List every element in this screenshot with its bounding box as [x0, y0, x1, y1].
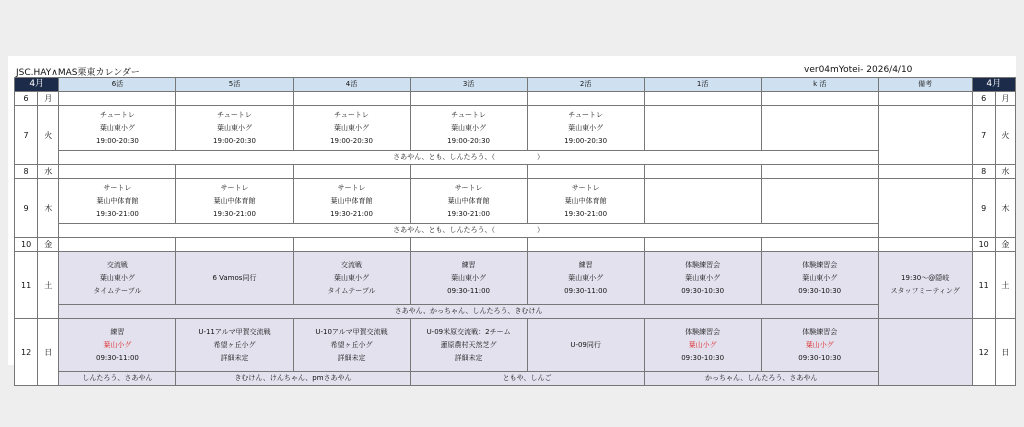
- event-line: タイムテーブル: [93, 286, 142, 295]
- month-label: 4月: [15, 78, 59, 92]
- staff-cell: きむけん、けんちゃん、pmさあやん: [176, 372, 410, 386]
- empty-cell: [644, 92, 761, 106]
- day-row: [15, 319, 1016, 372]
- event-cell: [761, 252, 878, 305]
- event-line: U-11アルマ甲賀交流戦: [198, 327, 271, 336]
- empty-cell: [293, 92, 410, 106]
- empty-cell: [761, 238, 878, 252]
- event-cell: [176, 179, 293, 224]
- event-line: 希望ヶ丘小グ: [213, 340, 256, 349]
- day-number-right: 12: [972, 319, 995, 386]
- event-cell: [878, 252, 972, 319]
- event-line: 葉山東小グ: [99, 273, 135, 282]
- event-cell: [761, 319, 878, 372]
- col-header: 備考: [878, 78, 972, 92]
- weekday: 火: [38, 106, 59, 165]
- empty-cell: [761, 165, 878, 179]
- weekday: 木: [38, 179, 59, 238]
- day-number-right: 9: [972, 179, 995, 238]
- empty-cell: [878, 238, 972, 252]
- event-cell: [293, 252, 410, 305]
- event-cell: [59, 319, 176, 372]
- event-line: 19:00-20:30: [213, 136, 256, 145]
- weekday: 土: [38, 252, 59, 319]
- calendar-table: [14, 77, 1016, 386]
- col-header: 1活: [644, 78, 761, 92]
- col-header: k 活: [761, 78, 878, 92]
- event-line: 葉山小グ: [805, 340, 834, 349]
- staff-cell: さあやん、かっちゃん、しんたろう、きむけん: [59, 305, 878, 319]
- event-line: 葉山中体育館: [213, 196, 256, 205]
- event-line: 体験練習会: [685, 327, 721, 336]
- event-line: 体験練習会: [802, 260, 838, 269]
- event-line: 葉山中体育館: [447, 196, 490, 205]
- event-line: 葉山東小グ: [568, 273, 604, 282]
- event-cell: [644, 319, 761, 372]
- event-line: 練習: [578, 260, 593, 269]
- event-line: 交流戦: [341, 260, 363, 269]
- day-number: 6: [15, 92, 38, 106]
- staff-row: [15, 224, 1016, 238]
- event-line: 葉山東小グ: [334, 123, 370, 132]
- event-line: 葉山中体育館: [564, 196, 607, 205]
- event-line: 6 Vamos同行: [212, 273, 257, 282]
- day-number-right: 6: [972, 92, 995, 106]
- event-cell: [176, 106, 293, 151]
- event-line: 葉山東小グ: [802, 273, 838, 282]
- event-line: 葉山東小グ: [685, 273, 721, 282]
- col-header: 3活: [410, 78, 527, 92]
- event-line: 19:00-20:30: [564, 136, 608, 145]
- empty-cell: [59, 165, 176, 179]
- event-line: 葉山東小グ: [334, 273, 370, 282]
- day-number: 10: [15, 238, 38, 252]
- empty-cell: [878, 92, 972, 106]
- event-cell: [176, 252, 293, 305]
- event-line: 葉山小グ: [103, 340, 132, 349]
- event-cell: [527, 179, 644, 224]
- event-line: 葉山中体育館: [96, 196, 139, 205]
- event-line: サートレ: [103, 183, 132, 192]
- day-row: [15, 179, 1016, 224]
- day-row: [15, 252, 1016, 305]
- event-line: サートレ: [220, 183, 249, 192]
- event-line: 体験練習会: [685, 260, 721, 269]
- weekday-right: 土: [995, 252, 1015, 319]
- event-cell: [59, 179, 176, 224]
- event-line: 葉山東小グ: [451, 123, 487, 132]
- event-cell: [293, 179, 410, 224]
- event-line: 葉山東小グ: [216, 123, 252, 132]
- staff-row: [15, 151, 1016, 165]
- empty-cell: [176, 165, 293, 179]
- event-line: 09:30-10:30: [681, 353, 725, 362]
- day-number-right: 10: [972, 238, 995, 252]
- weekday: 日: [38, 319, 59, 386]
- event-cell: [878, 319, 972, 386]
- event-line: サートレ: [454, 183, 483, 192]
- event-line: 葉山中体育館: [330, 196, 373, 205]
- event-cell: [410, 106, 527, 151]
- event-line: 蓮原農村天然芝グ: [440, 340, 497, 349]
- event-line: 19:30-21:00: [564, 209, 608, 218]
- empty-cell: [644, 238, 761, 252]
- event-line: 体験練習会: [802, 327, 838, 336]
- staff-cell: かっちゃん、しんたろう、さあやん: [644, 372, 878, 386]
- event-line: 19:00-20:30: [447, 136, 490, 145]
- event-line: サートレ: [571, 183, 600, 192]
- empty-cell: [527, 165, 644, 179]
- event-line: 葉山東小グ: [568, 123, 604, 132]
- col-header: 5活: [176, 78, 293, 92]
- col-header: 4活: [293, 78, 410, 92]
- empty-cell: [293, 238, 410, 252]
- event-line: チュートレ: [451, 110, 486, 119]
- weekday-right: 月: [995, 92, 1015, 106]
- day-row: [15, 238, 1016, 252]
- empty-cell: [176, 92, 293, 106]
- event-line: タイムテーブル: [327, 286, 376, 295]
- weekday-right: 金: [995, 238, 1015, 252]
- event-cell: [527, 106, 644, 151]
- event-cell: [644, 252, 761, 305]
- event-line: 葉山東小グ: [451, 273, 487, 282]
- empty-cell: [293, 165, 410, 179]
- event-cell: [59, 106, 176, 151]
- day-number: 9: [15, 179, 38, 238]
- empty-cell: [410, 238, 527, 252]
- event-line: 希望ヶ丘小グ: [330, 340, 373, 349]
- empty-cell: [527, 92, 644, 106]
- weekday-right: 水: [995, 165, 1015, 179]
- event-line: 09:30-11:00: [564, 286, 608, 295]
- empty-cell: [878, 165, 972, 179]
- weekday: 水: [38, 165, 59, 179]
- event-line: 09:30-11:00: [447, 286, 490, 295]
- weekday-right: 日: [995, 319, 1015, 386]
- event-line: 19:00-20:30: [95, 136, 139, 145]
- event-cell: [761, 106, 878, 151]
- day-number: 12: [15, 319, 38, 386]
- event-line: 詳細未定: [337, 353, 366, 362]
- day-row: [15, 92, 1016, 106]
- day-number: 8: [15, 165, 38, 179]
- event-line: 19:30-21:00: [95, 209, 139, 218]
- weekday-right: 木: [995, 179, 1015, 238]
- event-cell: [527, 252, 644, 305]
- empty-cell: [527, 238, 644, 252]
- staff-row: [15, 305, 1016, 319]
- event-line: 練習: [461, 260, 476, 269]
- empty-cell: [644, 165, 761, 179]
- column-header-row: [15, 78, 1016, 92]
- event-cell: [410, 179, 527, 224]
- event-line: 19:00-20:30: [330, 136, 373, 145]
- col-header: 2活: [527, 78, 644, 92]
- event-cell: [761, 179, 878, 224]
- event-line: 交流戦: [106, 260, 128, 269]
- event-cell: [878, 179, 972, 238]
- day-number: 11: [15, 252, 38, 319]
- month-label-right: 4月: [972, 78, 1015, 92]
- event-line: 詳細未定: [454, 353, 483, 362]
- staff-cell: さあやん、とも、しんたろう、（ ）: [59, 151, 878, 165]
- event-line: サートレ: [337, 183, 366, 192]
- event-line: U-09米原交流戦：2チーム: [426, 327, 511, 336]
- event-line: チュートレ: [100, 110, 135, 119]
- event-line: U-09同行: [570, 340, 601, 349]
- event-line: スタッフミーティング: [890, 287, 960, 295]
- staff-cell: さあやん、とも、しんたろう、（ ）: [59, 224, 878, 238]
- event-cell: [527, 319, 644, 372]
- event-line: 09:30-10:30: [798, 286, 842, 295]
- event-line: 09:30-10:30: [798, 353, 842, 362]
- weekday: 金: [38, 238, 59, 252]
- event-cell: [176, 319, 293, 372]
- event-cell: [644, 106, 761, 151]
- event-line: チュートレ: [334, 110, 369, 119]
- weekday-right: 火: [995, 106, 1015, 165]
- event-line: 19:30～@隠岐: [901, 274, 950, 282]
- event-line: 詳細未定: [220, 353, 249, 362]
- version-label: ver04mYotei- 2026/4/10: [804, 65, 913, 75]
- day-number: 7: [15, 106, 38, 165]
- event-cell: [644, 179, 761, 224]
- event-line: 19:30-21:00: [447, 209, 490, 218]
- event-line: チュートレ: [217, 110, 252, 119]
- empty-cell: [761, 92, 878, 106]
- event-line: 09:30-11:00: [95, 353, 139, 362]
- event-line: 19:30-21:00: [330, 209, 373, 218]
- empty-cell: [410, 92, 527, 106]
- calendar-title: JSC.HAY∧MAS栗東カレンダー: [16, 68, 140, 78]
- empty-cell: [410, 165, 527, 179]
- event-line: チュートレ: [568, 110, 604, 119]
- event-line: U-10アルマ甲賀交流戦: [315, 327, 388, 336]
- staff-cell: しんたろう、さあやん: [59, 372, 176, 386]
- event-line: 葉山東小グ: [99, 123, 135, 132]
- staff-cell: ともや、しんご: [410, 372, 644, 386]
- weekday: 月: [38, 92, 59, 106]
- day-number-right: 8: [972, 165, 995, 179]
- day-number-right: 11: [972, 252, 995, 319]
- empty-cell: [59, 92, 176, 106]
- empty-cell: [176, 238, 293, 252]
- empty-cell: [59, 238, 176, 252]
- day-row: [15, 165, 1016, 179]
- event-cell: [293, 106, 410, 151]
- event-line: 19:30-21:00: [213, 209, 256, 218]
- event-cell: [410, 252, 527, 305]
- day-number-right: 7: [972, 106, 995, 165]
- event-cell: [59, 252, 176, 305]
- event-cell: [410, 319, 527, 372]
- staff-row: [15, 372, 1016, 386]
- day-row: [15, 106, 1016, 151]
- event-line: 練習: [110, 327, 125, 336]
- event-cell: [293, 319, 410, 372]
- event-line: 09:30-10:30: [681, 286, 725, 295]
- event-line: 葉山小グ: [688, 340, 717, 349]
- col-header: 6活: [59, 78, 176, 92]
- event-cell: [878, 106, 972, 165]
